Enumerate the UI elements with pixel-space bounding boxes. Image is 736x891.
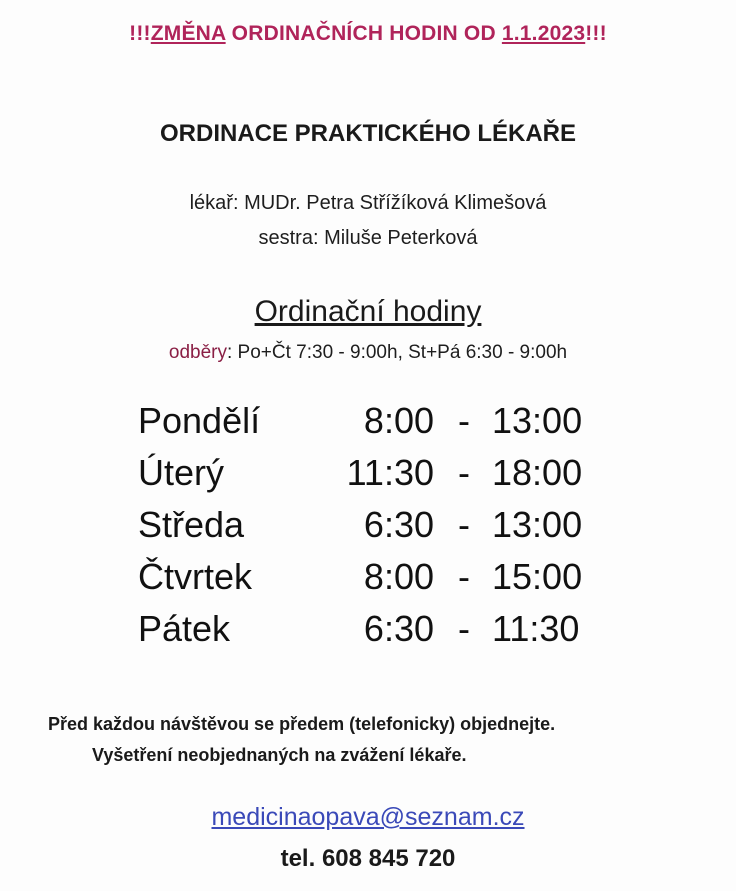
schedule-from: 6:30 [363, 504, 434, 545]
schedule-row-thursday [0, 556, 736, 608]
schedule-day: Pondělí [138, 400, 261, 441]
schedule-dash: - [458, 504, 470, 545]
blood-draws-label: odběry [168, 342, 227, 363]
schedule-row-wednesday [0, 504, 736, 556]
notice-prefix: !!! [129, 22, 151, 45]
notice-change-word: ZMĚNA [150, 22, 226, 45]
schedule-day: Úterý [138, 452, 225, 493]
schedule-to: 15:00 [492, 556, 583, 597]
schedule-dash: - [458, 556, 470, 597]
nurse-name: sestra: Miluše Peterková [258, 227, 478, 249]
schedule-to: 13:00 [492, 400, 583, 441]
schedule-dash: - [458, 452, 470, 493]
doctor-name: lékař: MUDr. Petra Střížíková Klimešová [189, 192, 547, 214]
schedule-day: Středa [138, 504, 245, 545]
appointment-note: Před každou návštěvou se předem (telefonicky) objednejte. [48, 714, 556, 734]
schedule-row-friday [0, 608, 736, 660]
change-notice [0, 22, 736, 46]
schedule-day: Čtvrtek [138, 556, 253, 597]
phone-number: tel. 608 845 720 [280, 845, 456, 872]
schedule-from: 8:00 [363, 400, 434, 441]
schedule-to: 18:00 [492, 452, 583, 493]
schedule-dash: - [458, 608, 470, 649]
notice-date: 1.1.2023 [501, 22, 586, 45]
schedule-from: 8:00 [363, 556, 434, 597]
notice-middle: ORDINAČNÍCH HODIN OD [225, 22, 502, 45]
schedule-day: Pátek [138, 608, 231, 649]
blood-draws-line [0, 342, 736, 364]
page-title: ORDINACE PRAKTICKÉHO LÉKAŘE [159, 120, 576, 147]
schedule-from: 6:30 [363, 608, 434, 649]
email-link[interactable]: medicinaopava@seznam.cz [211, 803, 525, 831]
schedule-dash: - [458, 400, 470, 441]
blood-draws-text: : Po+Čt 7:30 - 9:00h, St+Pá 6:30 - 9:00h [226, 342, 568, 363]
schedule-from: 11:30 [346, 452, 434, 493]
schedule-to: 13:00 [492, 504, 583, 545]
notice-suffix: !!! [585, 22, 607, 45]
schedule-row-tuesday [0, 452, 736, 504]
walk-in-note: Vyšetření neobjednaných na zvážení lékaře. [92, 745, 467, 765]
schedule-to: 11:30 [492, 608, 580, 649]
office-hours-heading: Ordinační hodiny [254, 295, 482, 328]
schedule-row-monday [0, 400, 736, 452]
